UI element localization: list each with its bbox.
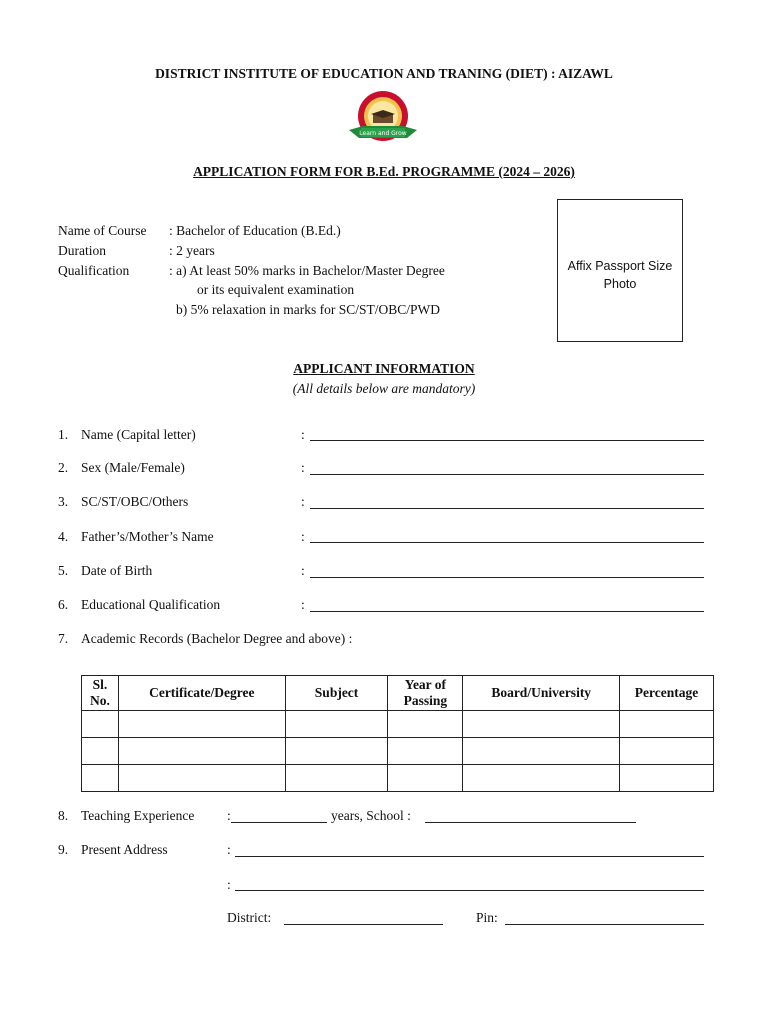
experience-years-input-line[interactable] [231, 822, 327, 823]
qualification-label: Qualification [58, 263, 130, 278]
name-input-line[interactable] [310, 440, 704, 441]
education-input-line[interactable] [310, 611, 704, 612]
field-colon: : [301, 529, 305, 544]
field-label-name: Name (Capital letter) [81, 427, 196, 442]
field-number: 1. [58, 427, 69, 442]
field-colon: : [227, 808, 231, 823]
teaching-experience-label: Teaching Experience [81, 808, 195, 823]
table-cell[interactable] [82, 738, 119, 765]
field-colon: : [301, 563, 305, 578]
form-title: APPLICATION FORM FOR B.Ed. PROGRAMME (2024 – 2026) [193, 164, 575, 179]
field-colon: : [227, 877, 231, 892]
table-cell[interactable] [388, 711, 463, 738]
table-cell[interactable] [463, 765, 620, 792]
col-header-certificate: Certificate/Degree [118, 676, 285, 711]
parent-name-input-line[interactable] [310, 542, 704, 543]
duration-label: Duration [58, 243, 106, 258]
school-label: years, School : [331, 808, 411, 823]
field-number: 7. [58, 631, 69, 646]
table-cell[interactable] [388, 738, 463, 765]
course-name-label: Name of Course [58, 223, 147, 238]
table-cell[interactable] [620, 711, 714, 738]
field-label-category: SC/ST/OBC/Others [81, 494, 189, 509]
table-cell[interactable] [463, 711, 620, 738]
table-cell[interactable] [388, 765, 463, 792]
field-number: 8. [58, 808, 69, 823]
field-colon: : [301, 460, 305, 475]
course-name-value: : Bachelor of Education (B.Ed.) [169, 223, 341, 238]
academic-records-label: Academic Records (Bachelor Degree and above) : [81, 631, 353, 646]
qualification-a-cont: or its equivalent examination [197, 282, 355, 297]
table-cell[interactable] [285, 738, 388, 765]
academic-records-table [81, 675, 714, 792]
address-line-2-input[interactable] [235, 890, 704, 891]
table-cell[interactable] [285, 765, 388, 792]
table-row [82, 738, 714, 765]
table-row [82, 711, 714, 738]
field-number: 2. [58, 460, 69, 475]
qualification-b: b) 5% relaxation in marks for SC/ST/OBC/PWD [176, 302, 440, 317]
photo-instruction [558, 257, 682, 293]
field-label-sex: Sex (Male/Female) [81, 460, 185, 475]
applicant-info-heading: APPLICANT INFORMATION [293, 361, 475, 376]
district-label: District: [227, 910, 272, 925]
field-colon: : [301, 494, 305, 509]
table-cell[interactable] [118, 765, 285, 792]
col-header-subject: Subject [285, 676, 388, 711]
field-number: 5. [58, 563, 69, 578]
col-header-percentage: Percentage [620, 676, 714, 711]
table-cell[interactable] [118, 711, 285, 738]
applicant-info-note: (All details below are mandatory) [292, 381, 476, 396]
field-label-parent-name: Father’s/Mother’s Name [81, 529, 214, 544]
table-cell[interactable] [82, 711, 119, 738]
diet-logo-emblem [343, 88, 423, 152]
col-header-year: Year of Passing [388, 676, 463, 711]
table-cell[interactable] [285, 711, 388, 738]
district-input-line[interactable] [284, 924, 443, 925]
qualification-a: : a) At least 50% marks in Bachelor/Master Degree [169, 263, 445, 278]
pin-label: Pin: [476, 910, 498, 925]
table-cell[interactable] [463, 738, 620, 765]
field-label-dob: Date of Birth [81, 563, 153, 578]
photo-instruction-line1: Affix Passport Size [567, 259, 673, 273]
pin-input-line[interactable] [505, 924, 704, 925]
table-header-row [82, 676, 714, 711]
field-colon: : [301, 597, 305, 612]
table-cell[interactable] [118, 738, 285, 765]
address-line-1-input[interactable] [235, 856, 704, 857]
field-number: 6. [58, 597, 69, 612]
dob-input-line[interactable] [310, 577, 704, 578]
duration-value: : 2 years [169, 243, 215, 258]
field-number: 4. [58, 529, 69, 544]
field-number: 9. [58, 842, 69, 857]
category-input-line[interactable] [310, 508, 704, 509]
logo-motto: Learn and Grow [359, 130, 407, 137]
present-address-label: Present Address [81, 842, 168, 857]
col-header-sl-no: Sl. No. [82, 676, 119, 711]
field-label-education: Educational Qualification [81, 597, 221, 612]
school-input-line[interactable] [425, 822, 636, 823]
field-number: 3. [58, 494, 69, 509]
table-cell[interactable] [620, 765, 714, 792]
table-cell[interactable] [620, 738, 714, 765]
sex-input-line[interactable] [310, 474, 704, 475]
table-row [82, 765, 714, 792]
table-cell[interactable] [82, 765, 119, 792]
photo-instruction-line2: Photo [603, 277, 637, 291]
passport-photo-box [557, 199, 683, 342]
institute-title: DISTRICT INSTITUTE OF EDUCATION AND TRANING (DIET) : AIZAWL [155, 66, 613, 81]
field-colon: : [301, 427, 305, 442]
col-header-board: Board/University [463, 676, 620, 711]
field-colon: : [227, 842, 231, 857]
